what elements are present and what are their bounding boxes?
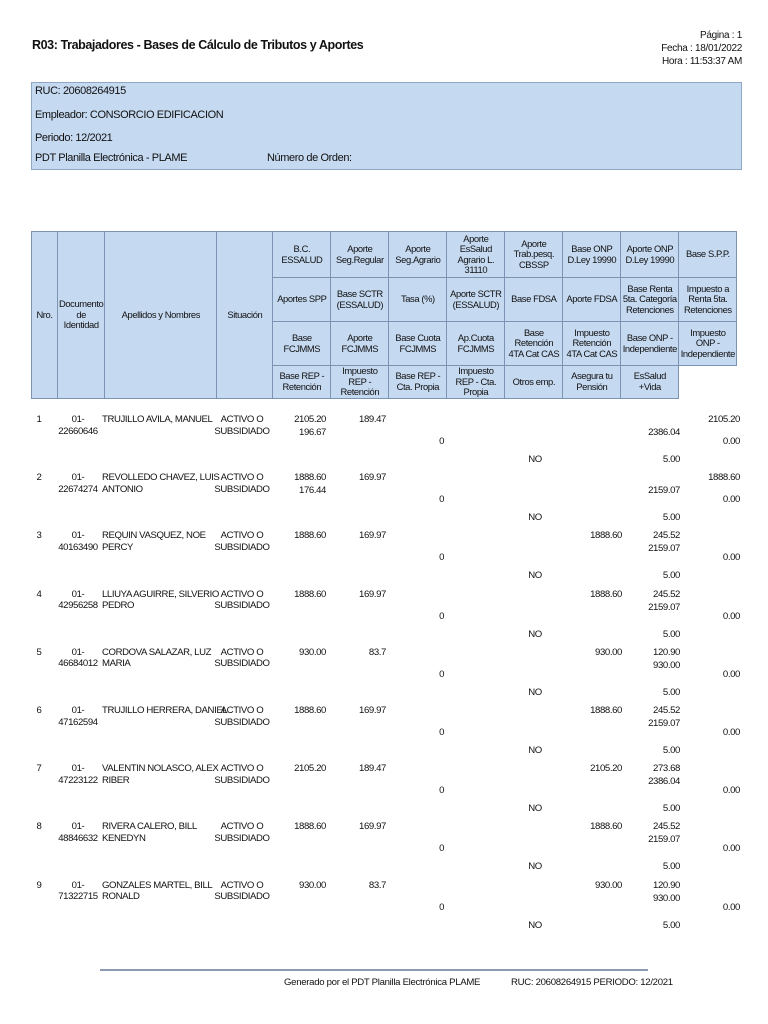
cell-onp-base: 930.00 [595,879,622,891]
cell-onp-ap: 120.90 [653,879,680,891]
cell-renta-imp: 0.00 [722,668,740,680]
cell-otros: NO [528,454,542,465]
cell-bc: 2105.20 [294,414,326,425]
cell-seg: 189.47 [359,763,386,775]
cell-vida: 5.00 [662,454,680,465]
cell-nombre: REVOLLEDO CHAVEZ, LUIS ANTONIO [102,472,220,495]
cell-nro: 8 [36,821,42,833]
cell-tasa: 0 [439,494,444,506]
cell-doc: 01- 22660646 [58,414,98,437]
cell-doc: 01- 46684012 [58,646,98,670]
footer-divider [100,969,648,971]
cell-onp-base: 1888.60 [590,530,622,542]
cell-renta-base: 930.00 [653,659,680,671]
cell-tasa: 0 [439,727,444,738]
cell-vida: 5.00 [662,861,680,873]
cell-seg: 83.7 [368,879,386,891]
header-documento: Documento de Identidad [58,232,105,399]
cell-situacion: ACTIVO O SUBSIDIADO [214,530,270,553]
cell-otros: NO [528,745,542,756]
cell-onp-base: 1888.60 [590,705,622,716]
cell-nombre: VALENTIN NOLASCO, ALEX RIBER [102,763,219,786]
page-info [661,29,742,68]
cell-renta-base: 2386.04 [648,427,680,438]
cell-onp-base: 1888.60 [590,821,622,833]
cell-seg: 189.47 [359,414,386,425]
cell-nro: 1 [36,414,42,425]
cell-bc: 1888.60 [294,821,326,833]
cell-nombre: REQUIN VASQUEZ, NOE PERCY [102,530,206,553]
header-cell: Impuesto REP - Cta. Propia [447,366,505,399]
cell-renta-imp: 0.00 [722,610,740,622]
cell-bc: 1888.60 [294,530,326,542]
cell-bc: 1888.60 [294,472,326,484]
cell-nro: 7 [36,763,42,775]
cell-situacion: ACTIVO O SUBSIDIADO [214,879,270,903]
cell-otros: NO [528,919,542,931]
cell-doc: 01- 71322715 [58,879,98,903]
cell-bc: 930.00 [299,646,326,658]
header-cell: Ap.Cuota FCJMMS [447,322,505,366]
cell-vida: 5.00 [662,919,680,931]
cell-doc: 01- 47223122 [58,763,98,786]
header-cell: Base ONP D.Ley 19990 [563,232,621,278]
header-row-1 [32,232,737,278]
cell-seg: 169.97 [359,530,386,542]
cell-seg: 169.97 [359,588,386,600]
cell-renta-imp: 0.00 [722,843,740,855]
cell-onp-ap: 245.52 [653,705,680,716]
ruc-line: RUC: 20608264915 [35,85,126,97]
header-cell: Base FCJMMS [273,322,331,366]
cell-otros: NO [528,512,542,524]
header-cell: Aporte Trab.pesq. CBSSP [505,232,563,278]
cell-aportes-spp: 176.44 [299,485,326,497]
header-cell: Aporte ONP D.Ley 19990 [621,232,679,278]
employer-info-box [31,82,742,170]
header-cell: Base Renta 5ta. Categoría Retenciones [621,278,679,322]
header-cell: Aporte Seg.Regular [331,232,389,278]
footer-ruc-period: RUC: 20608264915 PERIODO: 12/2021 [511,977,673,988]
cell-tasa: 0 [439,668,444,680]
cell-bc: 930.00 [299,879,326,891]
cell-doc: 01- 22674274 [58,472,98,495]
cell-renta-imp: 0.00 [722,785,740,797]
cell-vida: 5.00 [662,745,680,756]
header-cell: Impuesto REP - Retención [331,366,389,399]
footer-generated: Generado por el PDT Planilla Electrónica PLAME [284,977,481,988]
cell-bc: 2105.20 [294,763,326,775]
cell-vida: 5.00 [662,686,680,698]
cell-tasa: 0 [439,843,444,855]
cell-nombre: TRUJILLO HERRERA, DANIEL [102,705,228,716]
cell-renta-base: 2159.07 [648,543,680,555]
cell-otros: NO [528,803,542,815]
cell-onp-ap: 245.52 [653,821,680,833]
cell-nombre: RIVERA CALERO, BILL KENEDYN [102,821,197,844]
cell-renta-imp: 0.00 [722,494,740,506]
cell-renta-imp: 0.00 [722,436,740,447]
period-line: Periodo: 12/2021 [35,132,113,144]
report-title: R03: Trabajadores - Bases de Cálculo de Tributos y Aportes [32,38,364,52]
header-cell: Base Retención 4TA Cat CAS [505,322,563,366]
header-cell: Asegura tu Pensión [563,366,621,399]
header-cell: Base S.P.P. [679,232,737,278]
header-cell: Aporte Seg.Agrario [389,232,447,278]
cell-renta-base: 930.00 [653,892,680,904]
cell-nro: 2 [36,472,42,484]
report-date: Fecha : 18/01/2022 [661,43,742,54]
header-cell: Base SCTR (ESSALUD) [331,278,389,322]
cell-tasa: 0 [439,785,444,797]
cell-doc: 01- 40163490 [58,530,98,553]
header-empty-cell [679,366,737,399]
cell-spp: 1888.60 [708,472,740,484]
cell-otros: NO [528,686,542,698]
cell-situacion: ACTIVO O SUBSIDIADO [214,821,270,844]
header-cell: Tasa (%) [389,278,447,322]
header-apellidos: Apellidos y Nombres [105,232,217,399]
cell-renta-base: 2159.07 [648,718,680,729]
cell-seg: 169.97 [359,821,386,833]
cell-vida: 5.00 [662,570,680,582]
cell-nombre: CORDOVA SALAZAR, LUZ MARIA [102,646,212,670]
cell-nro: 3 [36,530,42,542]
employer-line: Empleador: CONSORCIO EDIFICACION [35,109,224,121]
header-cell: Otros emp. [505,366,563,399]
cell-doc: 01- 47162594 [58,705,98,728]
cell-seg: 169.97 [359,472,386,484]
cell-renta-imp: 0.00 [722,727,740,738]
cell-nro: 9 [36,879,42,891]
header-cell: Aportes SPP [273,278,331,322]
header-cell: Base ONP - Independiente [621,322,679,366]
cell-vida: 5.00 [662,628,680,640]
header-cell: Base REP - Cta. Propia [389,366,447,399]
cell-onp-ap: 120.90 [653,646,680,658]
cell-doc: 01- 48846632 [58,821,98,844]
header-cell: Base FDSA [505,278,563,322]
cell-onp-base: 2105.20 [590,763,622,775]
cell-bc: 1888.60 [294,705,326,716]
cell-renta-base: 2386.04 [648,776,680,788]
cell-seg: 169.97 [359,705,386,716]
header-cell: Aporte FCJMMS [331,322,389,366]
header-nro: Nro. [32,232,58,399]
header-cell: Impuesto ONP - Independiente [679,322,737,366]
cell-renta-imp: 0.00 [722,901,740,913]
cell-vida: 5.00 [662,512,680,524]
cell-onp-ap: 245.52 [653,588,680,600]
cell-situacion: ACTIVO O SUBSIDIADO [214,472,270,495]
cell-renta-base: 2159.07 [648,485,680,497]
cell-situacion: ACTIVO O SUBSIDIADO [214,588,270,612]
column-header-table [31,231,737,399]
cell-tasa: 0 [439,610,444,622]
cell-situacion: ACTIVO O SUBSIDIADO [214,414,270,437]
cell-renta-imp: 0.00 [722,552,740,564]
cell-renta-base: 2159.07 [648,834,680,846]
cell-otros: NO [528,570,542,582]
cell-nombre: GONZALES MARTEL, BILL RONALD [102,879,213,903]
cell-vida: 5.00 [662,803,680,815]
cell-otros: NO [528,861,542,873]
header-cell: Aporte FDSA [563,278,621,322]
cell-tasa: 0 [439,552,444,564]
header-cell: Base Cuota FCJMMS [389,322,447,366]
cell-nro: 6 [36,705,42,716]
cell-aportes-spp: 196.67 [299,427,326,438]
cell-tasa: 0 [439,901,444,913]
cell-spp: 2105.20 [708,414,740,425]
cell-nro: 4 [36,588,42,600]
cell-otros: NO [528,628,542,640]
cell-onp-base: 1888.60 [590,588,622,600]
cell-tasa: 0 [439,436,444,447]
cell-onp-base: 930.00 [595,646,622,658]
cell-renta-base: 2159.07 [648,601,680,613]
cell-onp-ap: 273.68 [653,763,680,775]
header-cell: Base REP - Retención [273,366,331,399]
header-situacion: Situación [217,232,273,399]
header-cell: Aporte SCTR (ESSALUD) [447,278,505,322]
cell-onp-ap: 245.52 [653,530,680,542]
cell-situacion: ACTIVO O SUBSIDIADO [214,705,270,728]
header-cell: Aporte EsSalud Agrario L. 31110 [447,232,505,278]
cell-nro: 5 [36,646,42,658]
header-cell: Impuesto a Renta 5ta. Retenciones [679,278,737,322]
cell-situacion: ACTIVO O SUBSIDIADO [214,646,270,670]
pdt-line: PDT Planilla Electrónica - PLAME [35,152,188,164]
header-cell: Impuesto Retención 4TA Cat CAS [563,322,621,366]
cell-doc: 01- 42956258 [58,588,98,612]
cell-nombre: LLIUYA AGUIRRE, SILVERIO PEDRO [102,588,219,612]
cell-nombre: TRUJILLO AVILA, MANUEL [102,414,213,425]
cell-situacion: ACTIVO O SUBSIDIADO [214,763,270,786]
order-number-line: Número de Orden: [267,152,352,164]
header-cell: B.C. ESSALUD [273,232,331,278]
cell-bc: 1888.60 [294,588,326,600]
cell-seg: 83.7 [368,646,386,658]
header-cell: EsSalud +Vida [621,366,679,399]
report-time: Hora : 11:53:37 AM [661,56,742,67]
page-number: Página : 1 [699,30,742,41]
